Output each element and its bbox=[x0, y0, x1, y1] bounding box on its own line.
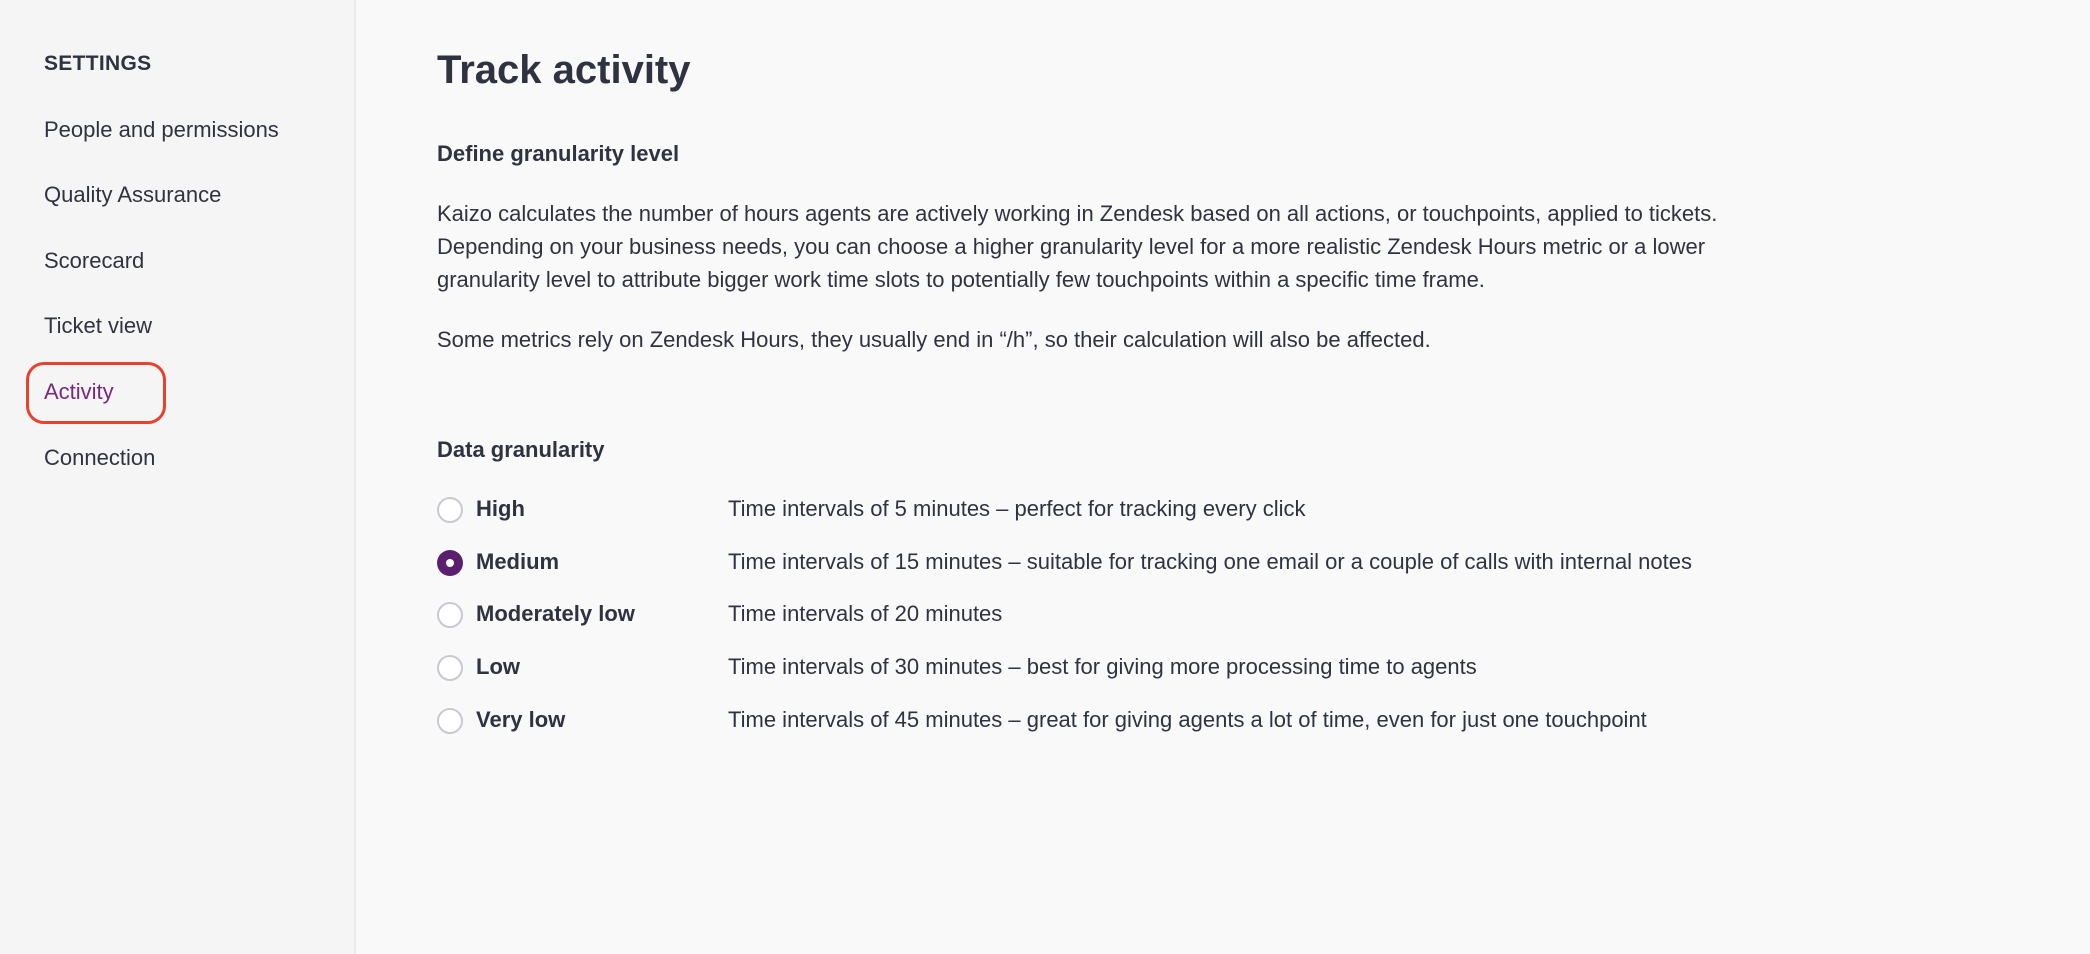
granularity-option-moderately-low[interactable] bbox=[437, 600, 1837, 630]
radio-moderately-low[interactable] bbox=[437, 602, 463, 628]
granularity-level-heading: Define granularity level bbox=[437, 141, 680, 166]
radio-very-low[interactable] bbox=[437, 708, 463, 734]
option-label: Moderately low bbox=[476, 601, 635, 626]
sidebar-item-scorecard[interactable]: Scorecard bbox=[44, 248, 145, 273]
sidebar-item-connection[interactable]: Connection bbox=[44, 445, 156, 470]
radio-medium-selected[interactable] bbox=[437, 550, 463, 576]
granularity-option-high[interactable] bbox=[437, 495, 1837, 525]
page-title: Track activity bbox=[437, 48, 691, 92]
granularity-description: Kaizo calculates the number of hours agents are actively working in Zendesk based on all actions, or touchpoints, applied to tickets. Depending on your business needs, you can choose a higher granularity level for a more realistic Zendesk Hours metric or a lower granularity level to attribute bigger work time slots to potentially few touchpoints within a specific time frame. bbox=[437, 201, 1718, 292]
granularity-option-low[interactable] bbox=[437, 653, 1837, 683]
option-description: Time intervals of 20 minutes bbox=[728, 601, 1003, 626]
granularity-option-very-low[interactable] bbox=[437, 706, 1837, 736]
radio-high[interactable] bbox=[437, 497, 463, 523]
settings-sidebar bbox=[0, 0, 356, 954]
sidebar-item-ticket-view[interactable]: Ticket view bbox=[44, 313, 152, 338]
option-description: Time intervals of 30 minutes – best for giving more processing time to agents bbox=[728, 654, 1477, 679]
option-label: Low bbox=[476, 654, 520, 679]
zendesk-hours-note: Some metrics rely on Zendesk Hours, they usually end in “/h”, so their calculation will also be affected. bbox=[437, 327, 1431, 352]
granularity-option-medium[interactable] bbox=[437, 548, 1837, 578]
option-description: Time intervals of 5 minutes – perfect for tracking every click bbox=[728, 496, 1306, 521]
sidebar-item-activity[interactable]: Activity bbox=[44, 379, 114, 404]
option-label: High bbox=[476, 496, 525, 521]
data-granularity-heading: Data granularity bbox=[437, 437, 605, 462]
sidebar-item-people-and-permissions[interactable]: People and permissions bbox=[44, 117, 279, 142]
sidebar-heading: SETTINGS bbox=[44, 52, 152, 75]
option-description: Time intervals of 15 minutes – suitable for tracking one email or a couple of calls with internal notes bbox=[728, 549, 1692, 574]
radio-low[interactable] bbox=[437, 655, 463, 681]
option-label: Medium bbox=[476, 549, 560, 574]
sidebar-item-quality-assurance[interactable]: Quality Assurance bbox=[44, 182, 222, 207]
option-label: Very low bbox=[476, 707, 566, 732]
option-description: Time intervals of 45 minutes – great for giving agents a lot of time, even for just one touchpoint bbox=[728, 707, 1647, 732]
